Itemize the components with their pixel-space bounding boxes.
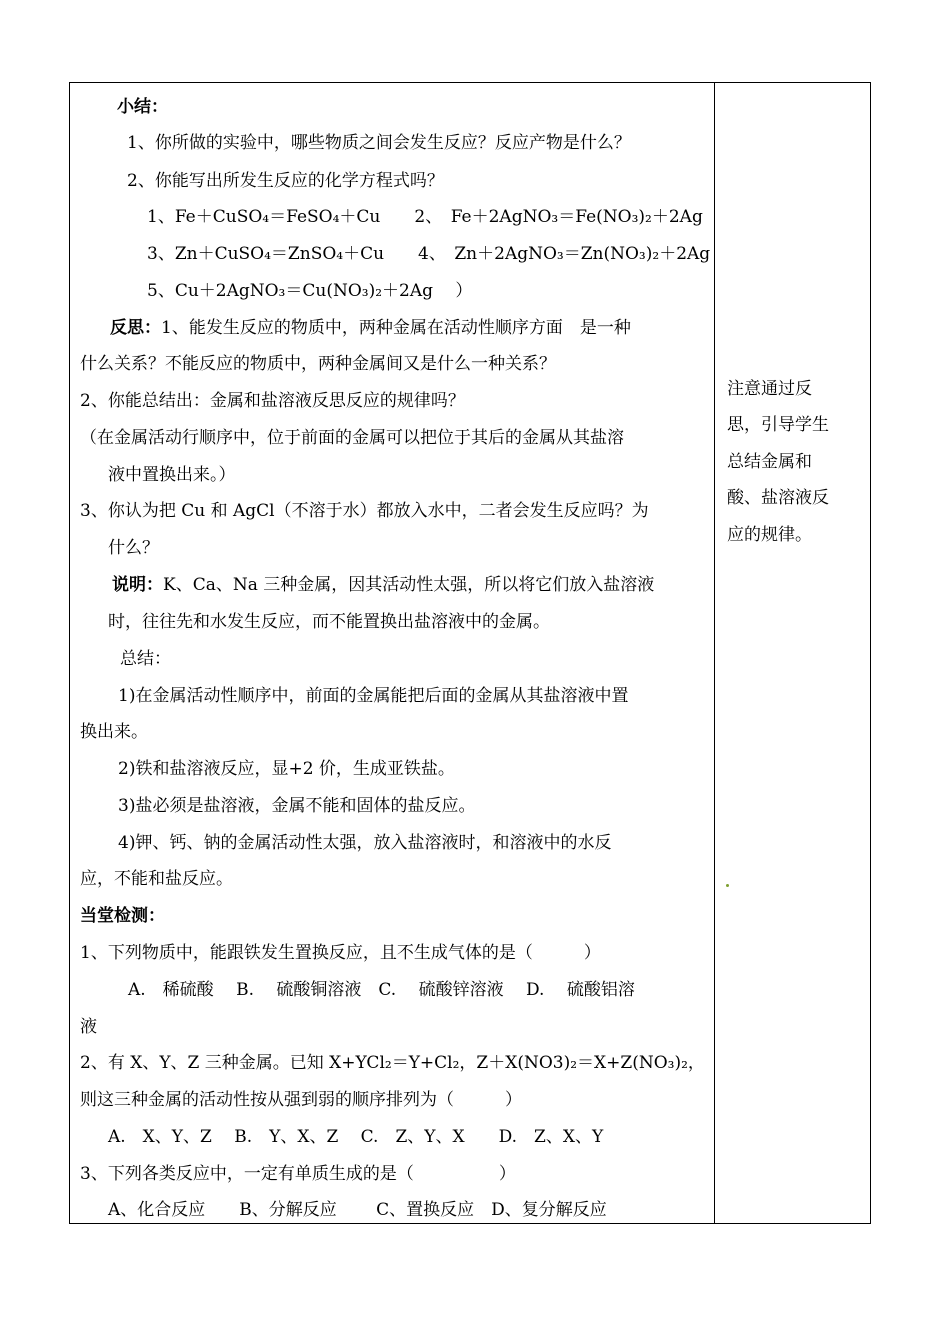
- equation-row-2: 3、Zn＋CuSO₄＝ZnSO₄＋Cu 4、 Zn＋2AgNO₃＝Zn(NO₃)₂＋2Ag: [147, 244, 711, 264]
- reflection-line-2: 什么关系？不能反应的物质中，两种金属间又是什么一种关系？: [80, 354, 556, 374]
- test-question-3: 3、下列各类反应中，一定有单质生成的是（ ）: [80, 1164, 516, 1184]
- reflection-question-2: 2、你能总结出：金属和盐溶液反思反应的规律吗？: [80, 391, 465, 411]
- stray-mark: [726, 884, 729, 887]
- equation-row-1: 1、Fe＋CuSO₄＝FeSO₄＋Cu 2、 Fe＋2AgNO₃＝Fe(NO₃)₂＋2Ag: [147, 207, 703, 227]
- conclusion-3: 3)盐必须是盐溶液，金属不能和固体的盐反应。: [118, 796, 476, 816]
- side-note-line-4: 酸、盐溶液反: [727, 488, 829, 508]
- test-question-1-options-cont: 液: [80, 1017, 97, 1037]
- test-question-1-options: A. 稀硫酸 B. 硫酸铜溶液 C. 硫酸锌溶液 D. 硫酸铝溶: [128, 980, 635, 1000]
- reflection-answer-line-2: 液中置换出来。）: [108, 465, 236, 485]
- conclusion-4-line-2: 应，不能和盐反应。: [80, 869, 233, 889]
- conclusion-1-line-1: 1)在金属活动性顺序中，前面的金属能把后面的金属从其盐溶液中置: [118, 686, 629, 706]
- test-question-1: 1、下列物质中，能跟铁发生置换反应，且不生成气体的是（ ）: [80, 943, 601, 963]
- reflection-question-3-line-2: 什么？: [108, 538, 159, 558]
- question-1: 1、你所做的实验中，哪些物质之间会发生反应？反应产物是什么？: [127, 133, 631, 153]
- note-line-2: 时，往往先和水发生反应，而不能置换出盐溶液中的金属。: [108, 612, 550, 632]
- note-text: K、Ca、Na 三种金属，因其活动性太强，所以将它们放入盐溶液: [163, 575, 655, 595]
- side-note-line-5: 应的规律。: [727, 525, 812, 545]
- conclusion-2: 2)铁和盐溶液反应，显+2 价，生成亚铁盐。: [118, 759, 455, 779]
- test-question-2-options: A. X、Y、Z B. Y、X、Z C. Z、Y、X D. Z、X、Y: [108, 1127, 604, 1147]
- question-2: 2、你能写出所发生反应的化学方程式吗？: [127, 171, 444, 191]
- note-label: 说明：: [112, 575, 163, 595]
- reflection-answer-line-1: （在金属活动行顺序中，位于前面的金属可以把位于其后的金属从其盐溶: [80, 428, 624, 448]
- reflection-text: 1、能发生反应的物质中，两种金属在活动性顺序方面 是一种: [161, 318, 631, 338]
- note-line-1: [112, 574, 654, 596]
- side-note-line-3: 总结金属和: [727, 452, 812, 472]
- column-divider: [714, 82, 715, 1224]
- test-question-2-line-2: 则这三种金属的活动性按从强到弱的顺序排列为（ ）: [80, 1090, 522, 1110]
- summary-title: 小结：: [117, 97, 168, 117]
- reflection-question-3-line-1: 3、你认为把 Cu 和 AgCl（不溶于水）都放入水中，二者会发生反应吗？为: [80, 501, 649, 521]
- reflection-line-1: [110, 317, 631, 339]
- conclusion-1-line-2: 换出来。: [80, 722, 148, 742]
- conclusion-title: 总结：: [120, 649, 171, 669]
- test-question-2-line-1: 2、有 X、Y、Z 三种金属。已知 X+YCl₂＝Y+Cl₂，Z＋X(NO3)₂＝X+Z(NO₃)₂，: [80, 1053, 705, 1073]
- side-note-line-1: 注意通过反: [727, 379, 812, 399]
- side-note-line-2: 思，引导学生: [727, 415, 829, 435]
- test-question-3-options: A、化合反应 B、分解反应 C、置换反应 D、复分解反应: [108, 1200, 607, 1220]
- reflection-label: 反思：: [110, 318, 161, 338]
- equation-row-3: 5、Cu＋2AgNO₃＝Cu(NO₃)₂＋2Ag ）: [147, 281, 473, 301]
- test-title: 当堂检测：: [80, 906, 165, 926]
- conclusion-4-line-1: 4)钾、钙、钠的金属活动性太强，放入盐溶液时，和溶液中的水反: [118, 833, 612, 853]
